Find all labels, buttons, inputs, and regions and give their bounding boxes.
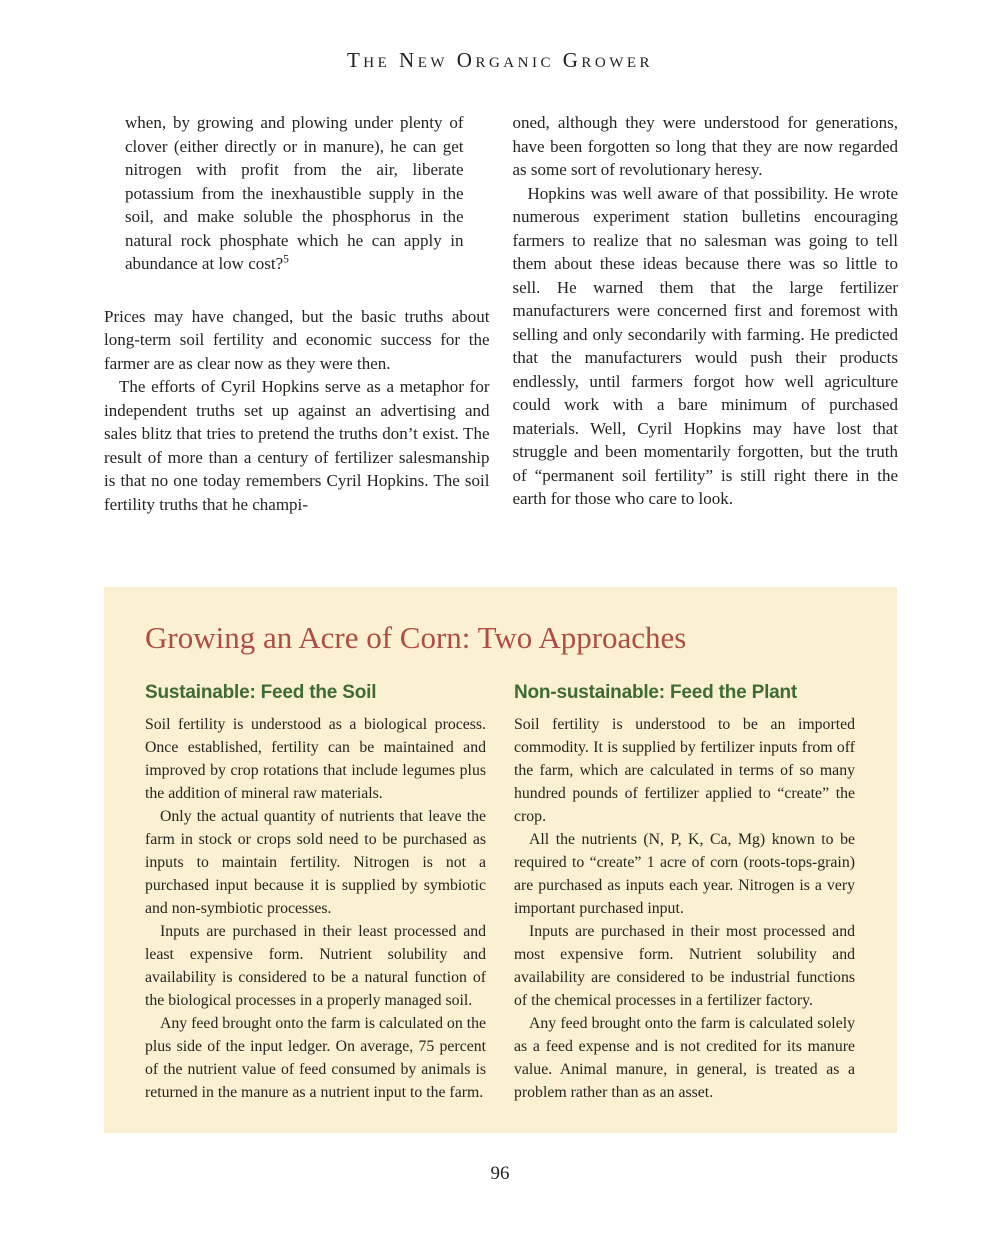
sidebar-box-column-nonsustainable	[514, 682, 855, 1104]
main-text	[104, 111, 898, 516]
body-paragraph: The efforts of Cyril Hopkins serve as a metaphor for independent truths set up against an advertising and sales blitz that tries to pretend the truths don’t exist. The result of more than a century of fertilizer salesmanship is that no one today remembers Cyril Hopkins. The soil fertility truths that he champi-	[104, 377, 490, 514]
sustainable-heading: Sustainable: Feed the Soil	[145, 682, 377, 703]
box-paragraph: Inputs are purchased in their most processed and most expensive form. Nutrient solubility and availability are considered to be industrial functions of the chemical processes in a fertilizer factory.	[514, 923, 855, 1009]
box-paragraph: Any feed brought onto the farm is calculated solely as a feed expense and is not credited for its manure value. Animal manure, in general, is treated as a problem rather than as an asset.	[514, 1015, 855, 1101]
box-paragraph: Soil fertility is understood as a biological process. Once established, fertility can be maintained and improved by crop rotations that include legumes plus the addition of mineral raw materials.	[145, 716, 486, 802]
blockquote	[125, 111, 464, 276]
right-column	[513, 111, 899, 516]
box-paragraph: Soil fertility is understood to be an imported commodity. It is supplied by fertilizer inputs from off the farm, which are calculated in terms of so many hundred pounds of fertilizer applied to “create” the crop.	[514, 716, 855, 825]
page-number: 96	[490, 1163, 510, 1184]
left-column	[104, 111, 490, 516]
sidebar-box-title: Growing an Acre of Corn: Two Approaches	[145, 620, 687, 655]
running-head: The New Organic Grower	[346, 48, 654, 72]
blockquote-text: when, by growing and plowing under plenty of clover (either directly or in manure), he can get nitrogen with profit from the air, liberate potassium from the inexhaustible supply in the soil, and make soluble the phosphorus in the natural rock phosphate which he can apply in abundance at low cost?	[125, 113, 464, 273]
sidebar-box	[104, 587, 897, 1133]
body-paragraph: Hopkins was well aware of that possibility. He wrote numerous experiment station bulletins encouraging farmers to realize that no salesman was going to tell them about these ideas because there was so little to sell. He warned them that the large fertilizer manufacturers were concerned first and foremost with selling and only secondarily with farming. He predicted that the manufacturers would push their products endlessly, until farmers forgot how well agriculture could work with a bare minimum of purchased materials. Well, Cyril Hopkins may have lost that struggle and been momentarily forgotten, but the truth of “permanent soil fertility” is still right there in the earth for those who care to look.	[512, 183, 898, 508]
box-paragraph: Only the actual quantity of nutrients that leave the farm in stock or crops sold need to be purchased as inputs to maintain fertility. Nitrogen is not a purchased input because it is supplied by symbiotic and non-symbiotic processes.	[145, 808, 486, 917]
sidebar-box-columns	[145, 682, 855, 1104]
nonsustainable-heading: Non-sustainable: Feed the Plant	[514, 682, 798, 703]
box-paragraph: Any feed brought onto the farm is calculated on the plus side of the input ledger. On average, 75 percent of the nutrient value of feed consumed by animals is returned in the manure as a nutrient input to the farm.	[145, 1015, 486, 1101]
box-paragraph: All the nutrients (N, P, K, Ca, Mg) known to be required to “create” 1 acre of corn (roots-tops-grain) are purchased as inputs each year. Nitrogen is a very important purchased input.	[514, 831, 855, 917]
box-paragraph: Inputs are purchased in their least processed and least expensive form. Nutrient solubility and availability is considered to be a natural function of the biological processes in a properly managed soil.	[145, 923, 486, 1009]
body-paragraph: oned, although they were understood for generations, have been forgotten so long that they are now regarded as some sort of revolutionary heresy.	[512, 113, 898, 179]
sidebar-box-column-sustainable	[145, 682, 486, 1104]
footnote-marker: 5	[283, 252, 289, 266]
body-paragraph: Prices may have changed, but the basic truths about long-term soil fertility and economic success for the farmer are as clear now as they were then.	[104, 306, 490, 373]
